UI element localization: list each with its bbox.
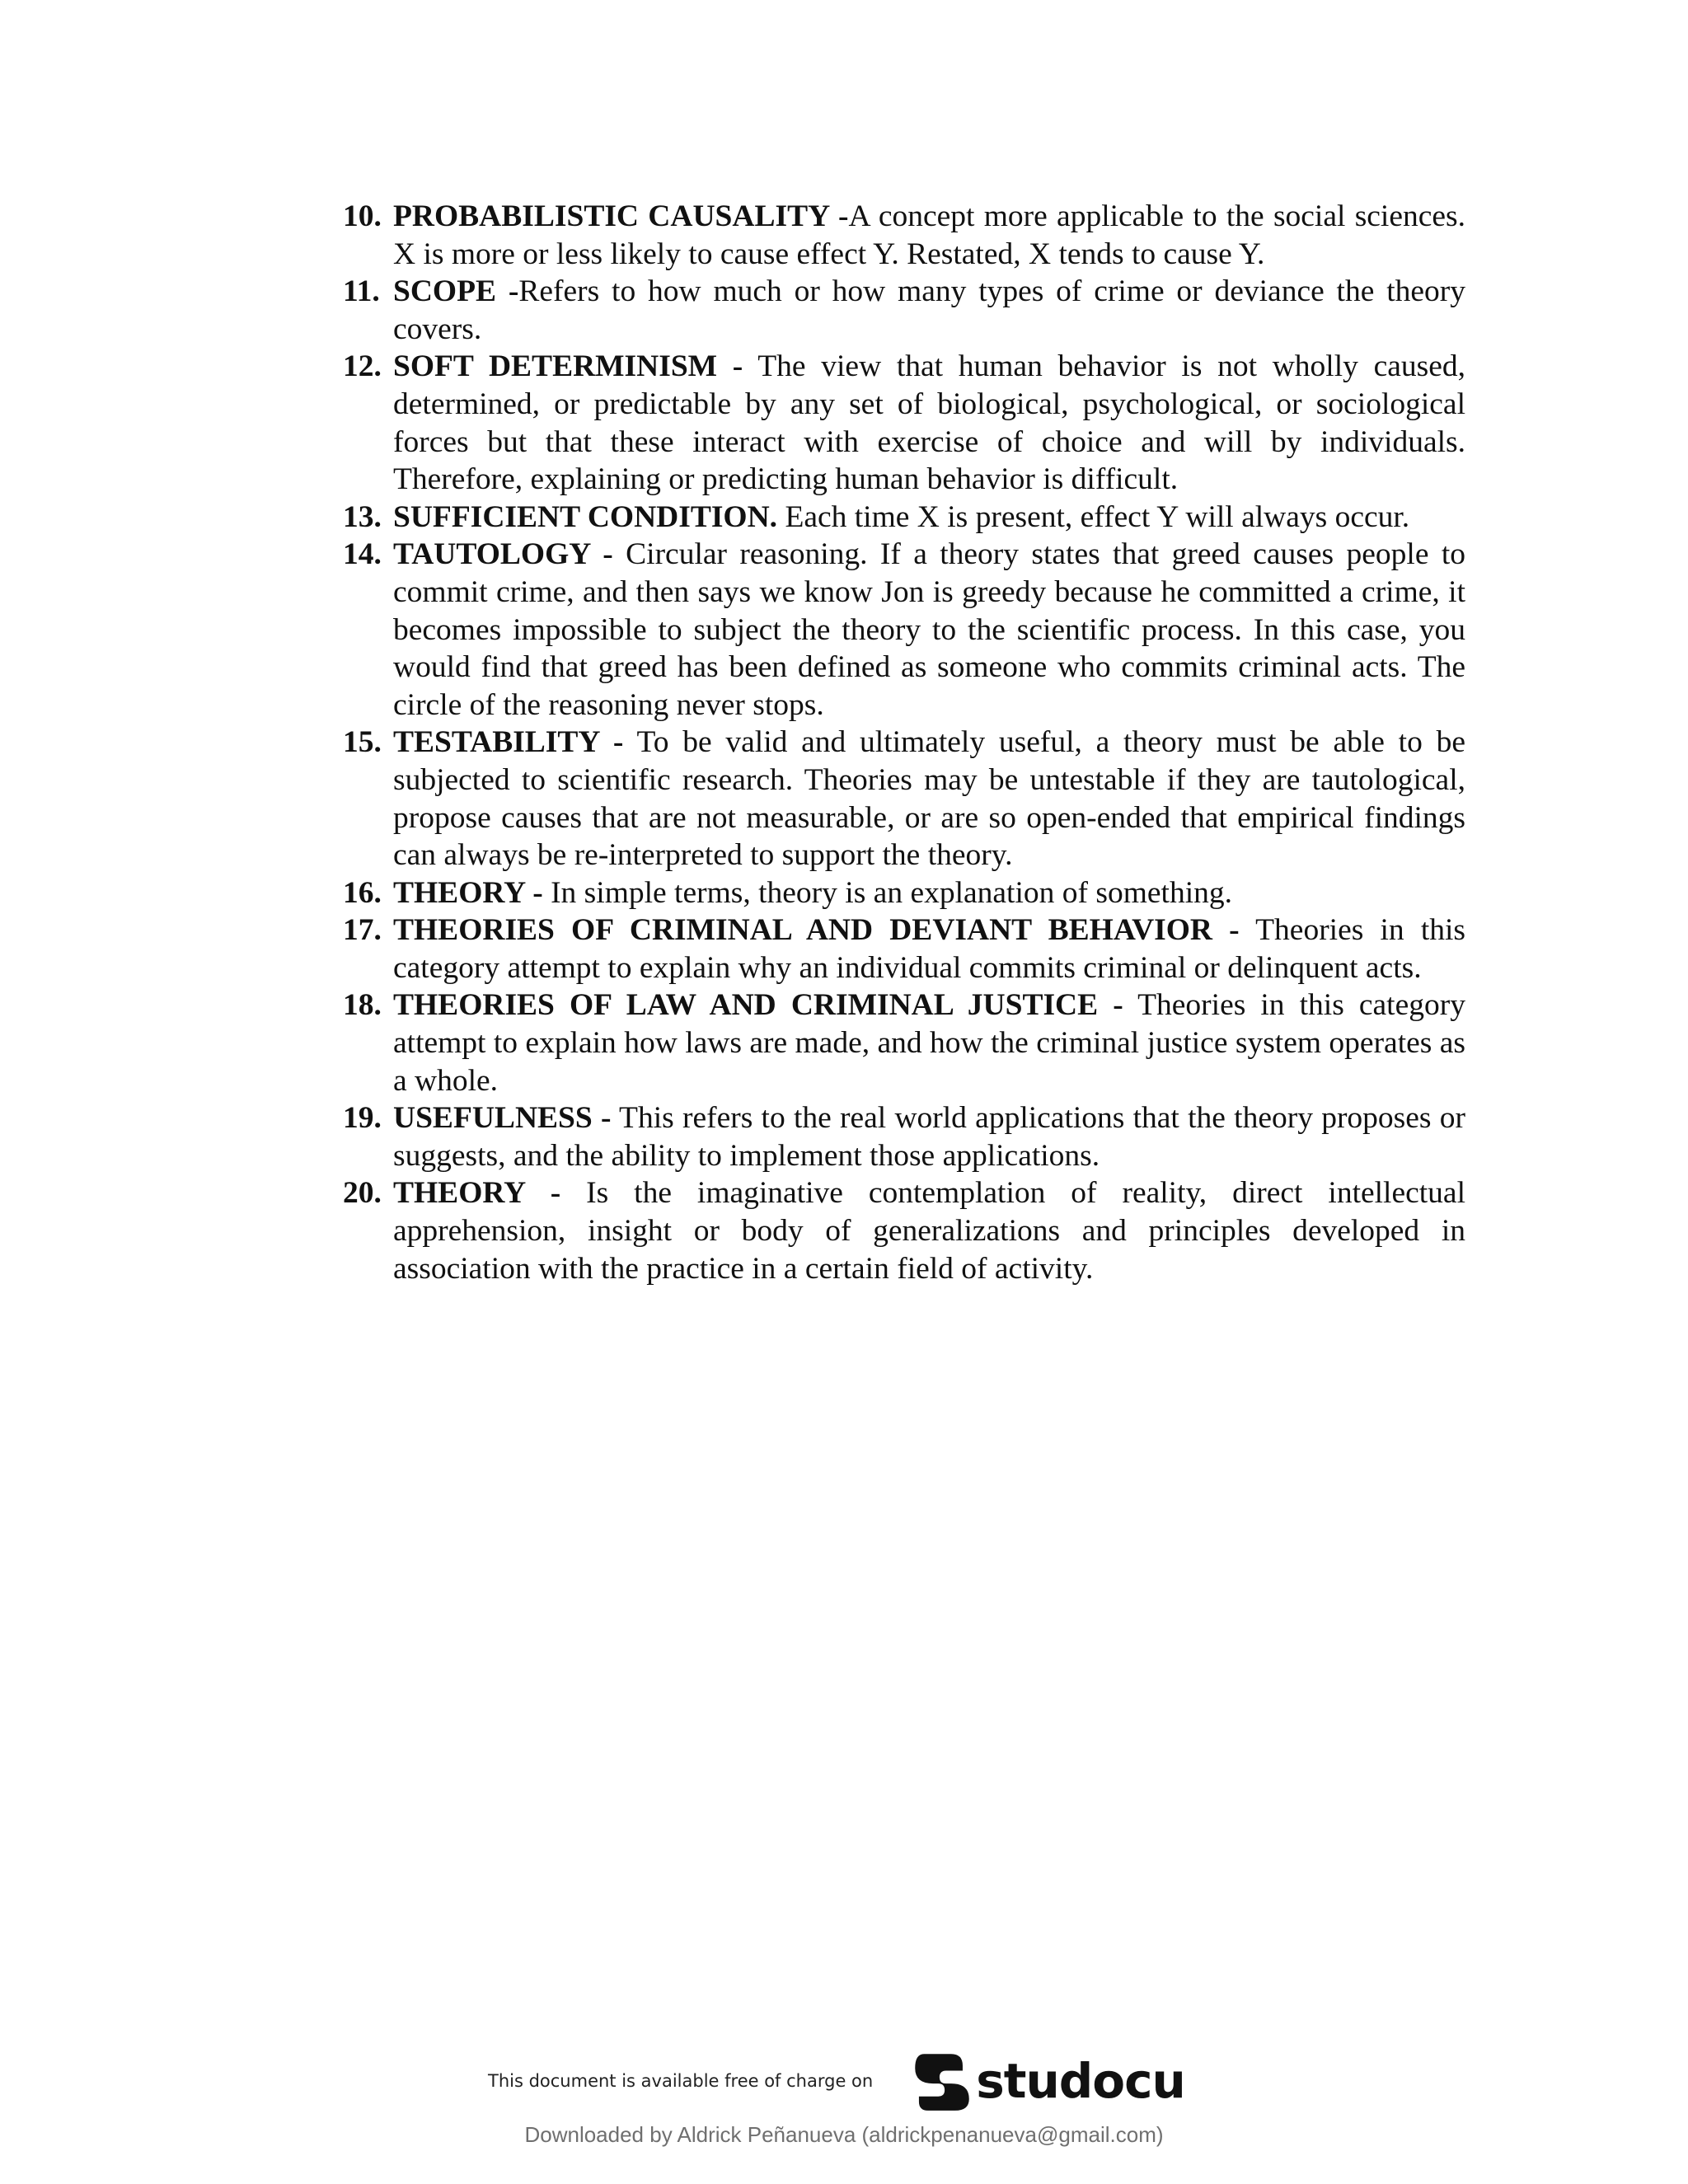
entry-definition: The view that human behavior is not wholly caused, determined, or predictable by any set of biological, psychological, or sociological forces but that these interact with exercise of choice and will by individuals. Therefore, explaining or predicting human behavior is difficult. <box>393 349 1465 497</box>
glossary-entry <box>343 273 1465 348</box>
glossary-entry <box>343 198 1465 273</box>
entry-term: THEORIES OF LAW AND CRIMINAL JUSTICE - <box>393 988 1123 1023</box>
entry-term: SUFFICIENT CONDITION. <box>393 499 778 534</box>
entry-definition: To be valid and ultimately useful, a theory must be able to be subjected to scientific research. Theories may be untestable if they are tautological, propose causes that are not measurable, or are so open-ended that empirical findings can always be re-interpreted to support the theory. <box>393 725 1465 873</box>
entry-definition: Refers to how much or how many types of crime or deviance the theory covers. <box>393 274 1466 346</box>
studocu-brand-link[interactable] <box>910 2049 1185 2113</box>
entry-term: THEORY - <box>393 1176 561 1211</box>
entry-definition: A concept more applicable to the social sciences. X is more or less likely to cause effect Y. Restated, X tends to cause Y. <box>393 199 1465 271</box>
entry-number: 20. <box>343 1176 382 1211</box>
entry-term: USEFULNESS - <box>393 1101 612 1136</box>
entry-definition: Each time X is present, effect Y will always occur. <box>777 499 1410 534</box>
glossary-entry <box>343 536 1465 724</box>
glossary-entry <box>343 912 1465 987</box>
availability-text: This document is available free of charge on <box>488 2071 874 2091</box>
entry-number: 17. <box>343 913 382 948</box>
entry-term: THEORIES OF CRIMINAL AND DEVIANT BEHAVIOR - <box>393 913 1240 948</box>
entry-definition: Theories in this category attempt to explain why an individual commits criminal or delinquent acts. <box>393 913 1466 985</box>
entry-term: TAUTOLOGY - <box>393 537 613 572</box>
entry-definition: In simple terms, theory is an explanation of something. <box>542 875 1232 910</box>
glossary-list <box>343 198 1465 1287</box>
entry-definition: This refers to the real world applications that the theory proposes or suggests, and the ability to implement those applications. <box>393 1101 1465 1173</box>
entry-definition: Circular reasoning. If a theory states that greed causes people to commit crime, and then says we know Jon is greedy because he committed a crime, it becomes impossible to subject the theory to the scientific process. In this case, you would find that greed has been defined as someone who commits criminal acts. The circle of the reasoning never stops. <box>393 537 1465 722</box>
entry-term: PROBABILISTIC CAUSALITY - <box>393 199 849 233</box>
entry-term: SOFT DETERMINISM - <box>393 349 743 384</box>
studocu-wordmark: studocu <box>976 2053 1185 2109</box>
entry-term: SCOPE - <box>393 274 519 309</box>
entry-number: 13. <box>343 499 382 534</box>
entry-number: 11. <box>343 274 380 309</box>
entry-number: 16. <box>343 875 382 910</box>
glossary-entry <box>343 1099 1465 1174</box>
studocu-logo-icon <box>910 2049 974 2113</box>
glossary-entry <box>343 1174 1465 1287</box>
entry-definition: Theories in this category attempt to explain how laws are made, and how the criminal justice system operates as a whole. <box>393 988 1465 1098</box>
glossary-entry <box>343 874 1465 912</box>
entry-definition: Is the imaginative contemplation of reality, direct intellectual apprehension, insight or body of generalizations and principles developed in association with the practice in a certain field of activity. <box>393 1176 1465 1286</box>
entry-number: 12. <box>343 349 382 384</box>
glossary-entry <box>343 348 1465 498</box>
entry-number: 15. <box>343 725 382 760</box>
entry-number: 10. <box>343 199 382 233</box>
studocu-footer <box>488 2052 1185 2110</box>
entry-number: 14. <box>343 537 382 572</box>
entry-term: TESTABILITY - <box>393 725 624 760</box>
entry-number: 19. <box>343 1101 382 1136</box>
glossary-entry <box>343 987 1465 1099</box>
glossary-entry <box>343 724 1465 874</box>
entry-number: 18. <box>343 988 382 1023</box>
downloaded-by-notice: Downloaded by Aldrick Peñanueva (aldrickpenanueva@gmail.com) <box>524 2122 1164 2147</box>
glossary-entry <box>343 499 1465 537</box>
entry-term: THEORY - <box>393 875 543 910</box>
